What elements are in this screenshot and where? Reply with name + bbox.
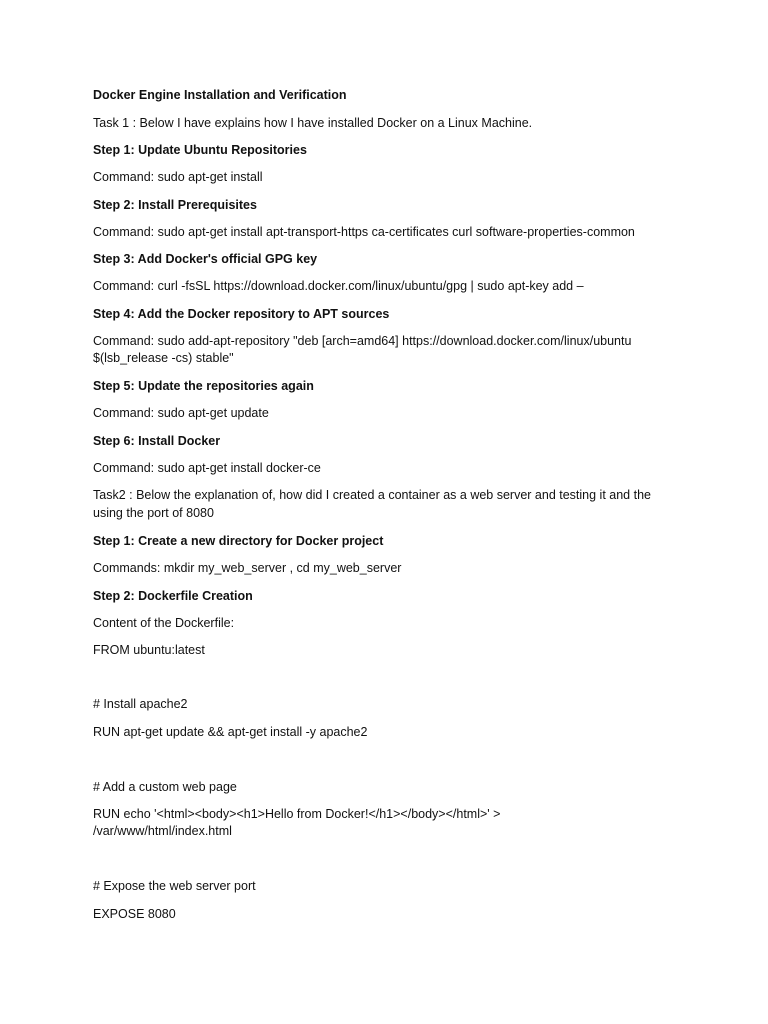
task1-step6-command: Command: sudo apt-get install docker-ce xyxy=(93,461,321,475)
task2-step1-heading: Step 1: Create a new directory for Docker project xyxy=(93,534,384,548)
task1-step3-command: Command: curl -fsSL https://download.docker.com/linux/ubuntu/gpg | sudo apt-key add – xyxy=(93,279,584,293)
document-title: Docker Engine Installation and Verification xyxy=(93,88,347,102)
dockerfile-run-echo-line1: RUN echo '<html><body><h1>Hello from Docker!</h1></body></html>' > xyxy=(93,807,501,821)
task1-step4-command-line2: $(lsb_release -cs) stable" xyxy=(93,351,234,365)
task1-step2-command: Command: sudo apt-get install apt-transport-https ca-certificates curl software-properties-common xyxy=(93,225,635,239)
task2-step2-heading: Step 2: Dockerfile Creation xyxy=(93,589,253,603)
task2-intro-line1: Task2 : Below the explanation of, how did I created a container as a web server and testing it and the xyxy=(93,488,651,502)
task2-intro-line2: using the port of 8080 xyxy=(93,506,214,520)
dockerfile-from: FROM ubuntu:latest xyxy=(93,643,205,657)
task1-step2-heading: Step 2: Install Prerequisites xyxy=(93,198,257,212)
task1-step1-heading: Step 1: Update Ubuntu Repositories xyxy=(93,143,307,157)
dockerfile-comment-expose: # Expose the web server port xyxy=(93,879,256,893)
task2-step1-command: Commands: mkdir my_web_server , cd my_web_server xyxy=(93,561,402,575)
dockerfile-run-install: RUN apt-get update && apt-get install -y apache2 xyxy=(93,725,368,739)
task1-step5-heading: Step 5: Update the repositories again xyxy=(93,379,314,393)
task1-step4-heading: Step 4: Add the Docker repository to APT sources xyxy=(93,307,390,321)
task1-step5-command: Command: sudo apt-get update xyxy=(93,406,269,420)
task1-step6-heading: Step 6: Install Docker xyxy=(93,434,221,448)
dockerfile-run-echo-line2: /var/www/html/index.html xyxy=(93,824,232,838)
dockerfile-expose: EXPOSE 8080 xyxy=(93,907,176,921)
task1-step3-heading: Step 3: Add Docker's official GPG key xyxy=(93,252,318,266)
task1-step1-command: Command: sudo apt-get install xyxy=(93,170,263,184)
dockerfile-comment-page: # Add a custom web page xyxy=(93,780,237,794)
task2-step2-command: Content of the Dockerfile: xyxy=(93,616,235,630)
task1-step4-command-line1: Command: sudo add-apt-repository "deb [arch=amd64] https://download.docker.com/linux/ubuntu xyxy=(93,334,632,348)
task1-intro: Task 1 : Below I have explains how I have installed Docker on a Linux Machine. xyxy=(93,116,533,130)
dockerfile-comment-install: # Install apache2 xyxy=(93,697,188,711)
